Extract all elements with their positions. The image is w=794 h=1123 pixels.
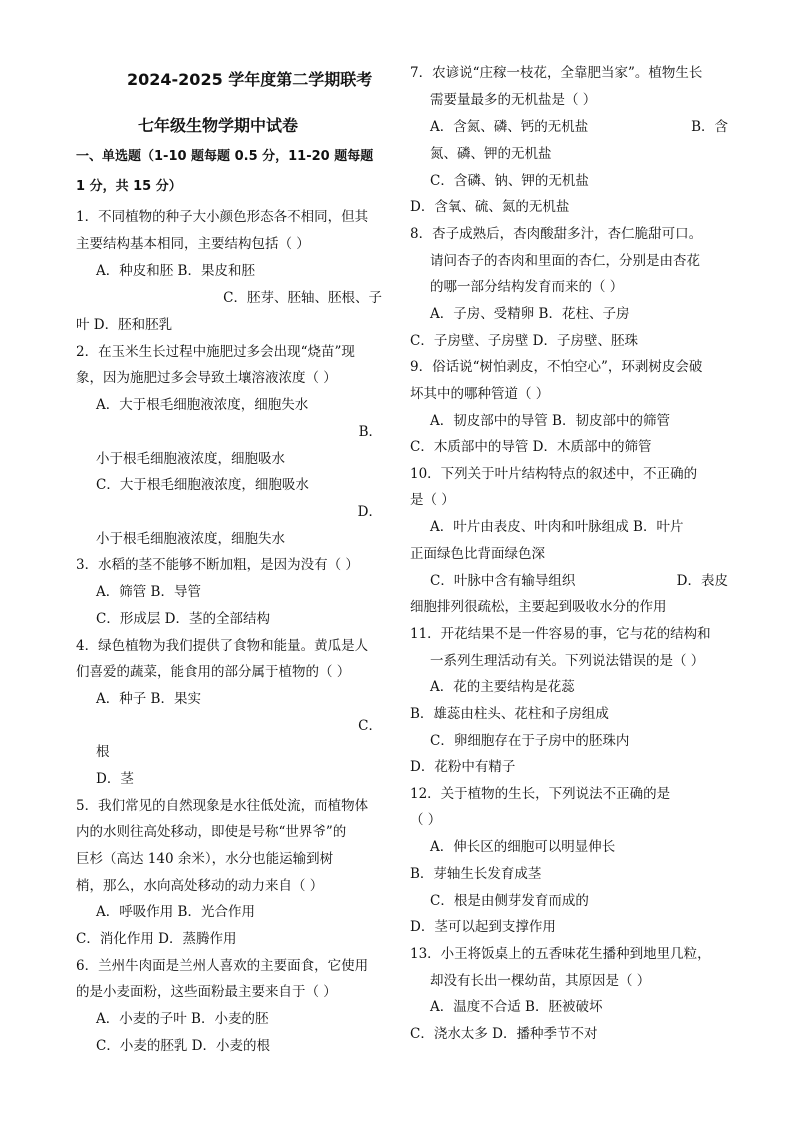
question-11-stem: 一系列生理活动有关。下列说法错误的是（ ） (430, 653, 705, 669)
question-5-stem: 梢，那么，水向高处移动的动力来自（ ） (76, 878, 324, 894)
exam-subtitle: 七年级生物学期中试卷 (138, 116, 299, 135)
question-1-option-d: 叶 D．胚和胚乳 (76, 317, 173, 333)
question-12-option-a: A．伸长区的细胞可以明显伸长 (430, 839, 616, 855)
question-10-option-d: D．表皮 (676, 573, 728, 589)
question-2-option-b-marker: B． (358, 424, 382, 440)
question-13-options: C．浇水太多 D．播种季节不对 (410, 1026, 598, 1042)
question-12-option-d: D．茎可以起到支撑作用 (410, 919, 556, 935)
question-7-option-b: B．含 (691, 119, 728, 135)
question-5-options: A．呼吸作用 B．光合作用 (96, 904, 255, 920)
question-8-options: A．子房、受精卵 B．花柱、子房 (430, 306, 630, 322)
question-3-options: C．形成层 D．茎的全部结构 (96, 611, 270, 627)
exam-title: 2024-2025 学年度第二学期联考 (127, 70, 373, 89)
question-13-stem: 却没有长出一棵幼苗，其原因是（ ） (430, 973, 651, 989)
question-3-options: A．筛管 B．导管 (96, 584, 201, 600)
question-2-stem: 象，因为施肥过多会导致土壤溶液浓度（ ） (76, 370, 337, 386)
question-9-stem: 9．俗话说“树怕剥皮，不怕空心”，环剥树皮会破 (410, 359, 703, 375)
question-4-stem: 4．绿色植物为我们提供了食物和能量。黄瓜是人 (76, 638, 369, 654)
question-7-stem: 7．农谚说“庄稼一枝花，全靠肥当家”。植物生长 (410, 65, 703, 81)
question-2-stem: 2．在玉米生长过程中施肥过多会出现“烧苗”现 (76, 344, 355, 360)
question-12-option-b: B．芽轴生长发育成茎 (410, 866, 542, 882)
question-1-options: A．种皮和胚 B．果皮和胚 (96, 263, 255, 279)
question-9-options: A．韧皮部中的导管 B．韧皮部中的筛管 (430, 413, 670, 429)
question-11-stem: 11．开花结果不是一件容易的事，它与花的结构和 (410, 626, 711, 642)
question-10-stem: 10．下列关于叶片结构特点的叙述中，不正确的 (410, 466, 698, 482)
question-11-option-c: C．卵细胞存在于子房中的胚珠内 (430, 733, 630, 749)
question-12-stem: （ ） (410, 812, 442, 828)
question-4-option-d: D．茎 (96, 771, 134, 787)
question-4-options: A．种子 B．果实 (96, 691, 201, 707)
question-10-option-d-cont: 细胞排列很疏松，主要起到吸收水分的作用 (410, 599, 667, 615)
question-7-option-a: A．含氮、磷、钙的无机盐 (430, 119, 589, 135)
question-7-option-c: C．含磷、钠、钾的无机盐 (430, 173, 589, 189)
question-9-stem: 坏其中的哪种管道（ ） (410, 386, 550, 402)
question-10-stem: 是（ ） (410, 492, 455, 508)
question-8-stem: 的哪一部分结构发育而来的（ ） (430, 279, 624, 295)
question-10-options: A．叶片由表皮、叶肉和叶脉组成 B．叶片 (430, 519, 684, 535)
question-11-option-d: D．花粉中有精子 (410, 759, 516, 775)
question-6-stem: 6．兰州牛肉面是兰州人喜欢的主要面食，它使用 (76, 958, 369, 974)
question-13-options: A．温度不合适 B．胚被破坏 (430, 999, 603, 1015)
question-11-option-b: B．雄蕊由柱头、花柱和子房组成 (410, 706, 609, 722)
question-12-option-c: C．根是由侧芽发育而成的 (430, 893, 589, 909)
question-6-options: A．小麦的子叶 B．小麦的胚 (96, 1011, 269, 1027)
question-9-options: C．木质部中的导管 D．木质部中的筛管 (410, 439, 652, 455)
question-11-option-a: A．花的主要结构是花蕊 (430, 679, 575, 695)
question-7-option-b-cont: 氮、磷、钾的无机盐 (430, 146, 552, 162)
question-12-stem: 12．关于植物的生长，下列说法不正确的是 (410, 786, 671, 802)
question-5-stem: 巨杉（高达 140 余米），水分也能运输到树 (76, 851, 334, 867)
question-13-stem: 13．小王将饭桌上的五香味花生播种到地里几粒， (410, 946, 711, 962)
question-2-option-c: C．大于根毛细胞液浓度，细胞吸水 (96, 477, 309, 493)
section-heading-line1: 一、单选题（1-10 题每题 0.5 分，11-20 题每题 (76, 149, 374, 164)
question-8-stem: 请问杏子的杏肉和里面的杏仁，分别是由杏花 (430, 253, 700, 269)
question-2-option-a: A．大于根毛细胞液浓度，细胞失水 (96, 397, 309, 413)
question-2-option-d-marker: D． (357, 504, 382, 520)
question-8-stem: 8．杏子成熟后，杏肉酸甜多汁，杏仁脆甜可口。 (410, 226, 703, 242)
question-7-stem: 需要量最多的无机盐是（ ） (430, 92, 597, 108)
question-8-options: C．子房壁、子房壁 D．子房壁、胚珠 (410, 333, 638, 349)
question-6-stem: 的是小麦面粉，这些面粉最主要来自于（ ） (76, 984, 337, 1000)
question-4-option-c-marker: C． (358, 718, 382, 734)
question-5-stem: 内的水则往高处移动，即使是号称“世界爷”的 (76, 824, 347, 840)
question-3-stem: 3．水稻的茎不能够不断加粗，是因为没有（ ） (76, 557, 359, 573)
question-5-options: C．消化作用 D．蒸腾作用 (76, 931, 237, 947)
question-6-options: C．小麦的胚乳 D．小麦的根 (96, 1038, 270, 1054)
question-1-stem: 主要结构基本相同，主要结构包括（ ） (76, 236, 310, 252)
question-7-option-d: D．含氧、硫、氮的无机盐 (410, 199, 570, 215)
section-heading-line2: 1 分，共 15 分） (76, 179, 182, 194)
question-10-option-c: C．叶脉中含有输导组织 (430, 573, 576, 589)
question-4-option-c: 根 (96, 744, 110, 760)
question-10-option-b-cont: 正面绿色比背面绿色深 (410, 546, 545, 562)
question-1-option-c: C．胚芽、胚轴、胚根、子 (223, 290, 382, 306)
question-2-option-b: 小于根毛细胞液浓度，细胞吸水 (96, 451, 285, 467)
question-4-stem: 们喜爱的蔬菜，能食用的部分属于植物的（ ） (76, 664, 351, 680)
question-5-stem: 5．我们常见的自然现象是水往低处流，而植物体 (76, 798, 369, 814)
question-1-stem: 1．不同植物的种子大小颜色形态各不相同，但其 (76, 209, 369, 225)
question-2-option-d: 小于根毛细胞液浓度，细胞失水 (96, 531, 285, 547)
